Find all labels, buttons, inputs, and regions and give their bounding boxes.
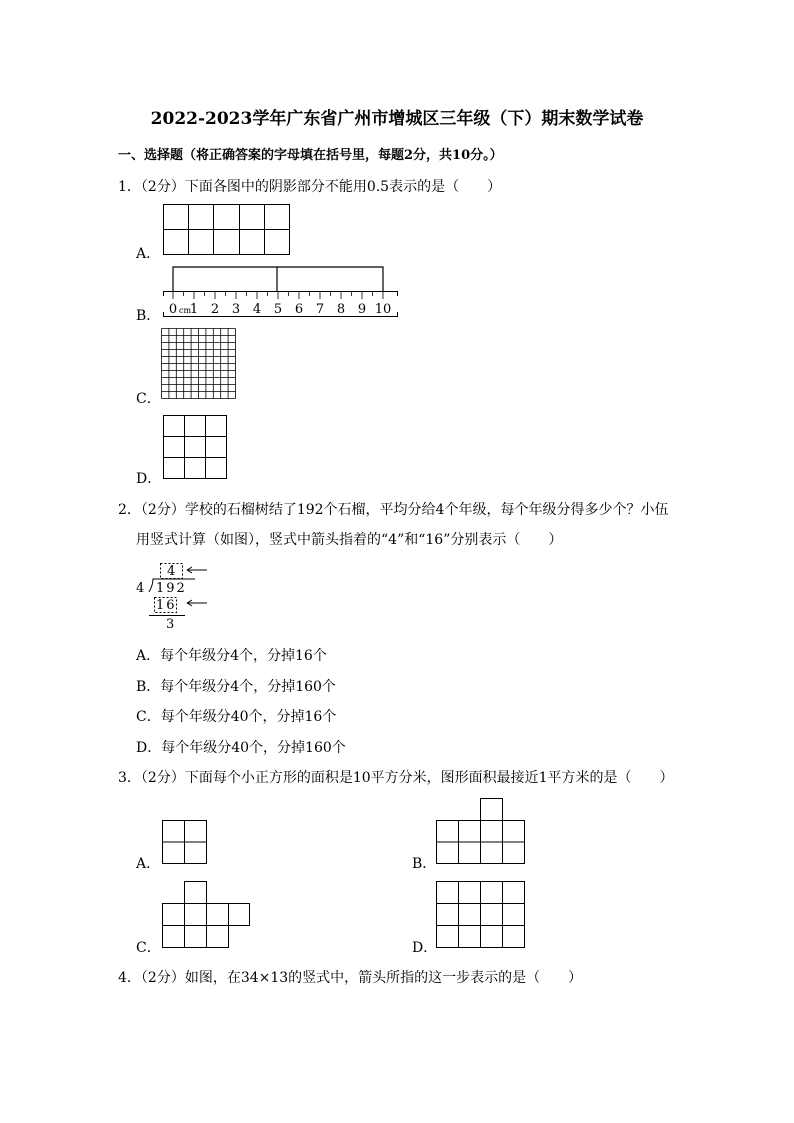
ruler-tick-label: 4 [252, 302, 262, 317]
ruler-tick-label: 2 [210, 302, 220, 317]
dividend: 192 [156, 581, 187, 596]
q3-option-d-label: D． [412, 940, 438, 956]
q2-option-d: D．每个年级分40个，分掉160个 [136, 740, 346, 756]
q2-option-c: C．每个年级分40个，分掉16个 [136, 709, 337, 725]
ruler-tick-label: 1 [189, 302, 199, 317]
ruler-unit: cm [179, 306, 192, 315]
q3-option-a-label: A． [136, 856, 161, 872]
ruler-tick-label: 5 [273, 302, 283, 317]
q3-option-c-label: C． [136, 940, 161, 956]
divisor: 4 [136, 581, 145, 596]
section-heading: 一、选择题（将正确答案的字母填在括号里，每题2分，共10分。） [118, 148, 503, 163]
page-title: 2022-2023学年广东省广州市增城区三年级（下）期末数学试卷 [150, 109, 644, 129]
q3-figure-c [162, 881, 251, 949]
q4-stem: 4．（2分）如图，在34×13的竖式中，箭头所指的这一步表示的是（ ） [118, 970, 583, 986]
q1-option-c-label: C． [136, 391, 161, 407]
ruler-tick-label: 6 [294, 302, 304, 317]
q1-figure-d-grid [163, 415, 228, 480]
ruler-tick-label: 8 [336, 302, 346, 317]
q1-figure-c-hundred-grid [161, 328, 237, 400]
q2-long-division-figure [135, 560, 215, 632]
ruler-tick-label: 9 [357, 302, 367, 317]
q3-figure-d [436, 881, 526, 949]
q3-stem: 3．（2分）下面每个小正方形的面积是10平方分米，图形面积最接近1平方米的是（ ） [118, 770, 674, 786]
q2-stem-line2: 用竖式计算（如图），竖式中箭头指着的“4”和“16”分别表示（ ） [136, 532, 563, 548]
ruler-tick-label: 0 [168, 302, 178, 317]
q1-figure-a-grid [163, 204, 290, 255]
q1-figure-b-ruler [160, 266, 402, 318]
remainder: 3 [166, 617, 175, 632]
q2-option-a: A．每个年级分4个，分掉16个 [136, 648, 327, 664]
q2-stem-line1: 2．（2分）学校的石榴树结了192个石榴，平均分给4个年级，每个年级分得多少个？小伍 [118, 502, 669, 518]
quotient-digit: 4 [167, 564, 176, 579]
ruler-tick-label: 10 [374, 302, 392, 317]
ruler-tick-label: 3 [231, 302, 241, 317]
q3-option-b-label: B． [412, 856, 437, 872]
q1-option-b-label: B． [136, 308, 161, 324]
product: 16 [156, 598, 177, 613]
q1-option-a-label: A． [136, 246, 161, 262]
q2-option-b: B．每个年级分4个，分掉160个 [136, 679, 336, 695]
q1-stem: 1．（2分）下面各图中的阴影部分不能用0.5表示的是（ ） [118, 179, 502, 195]
ruler-tick-label: 7 [315, 302, 325, 317]
q3-figure-a [162, 820, 208, 865]
q3-figure-b [436, 798, 526, 865]
q1-option-d-label: D． [136, 471, 162, 487]
